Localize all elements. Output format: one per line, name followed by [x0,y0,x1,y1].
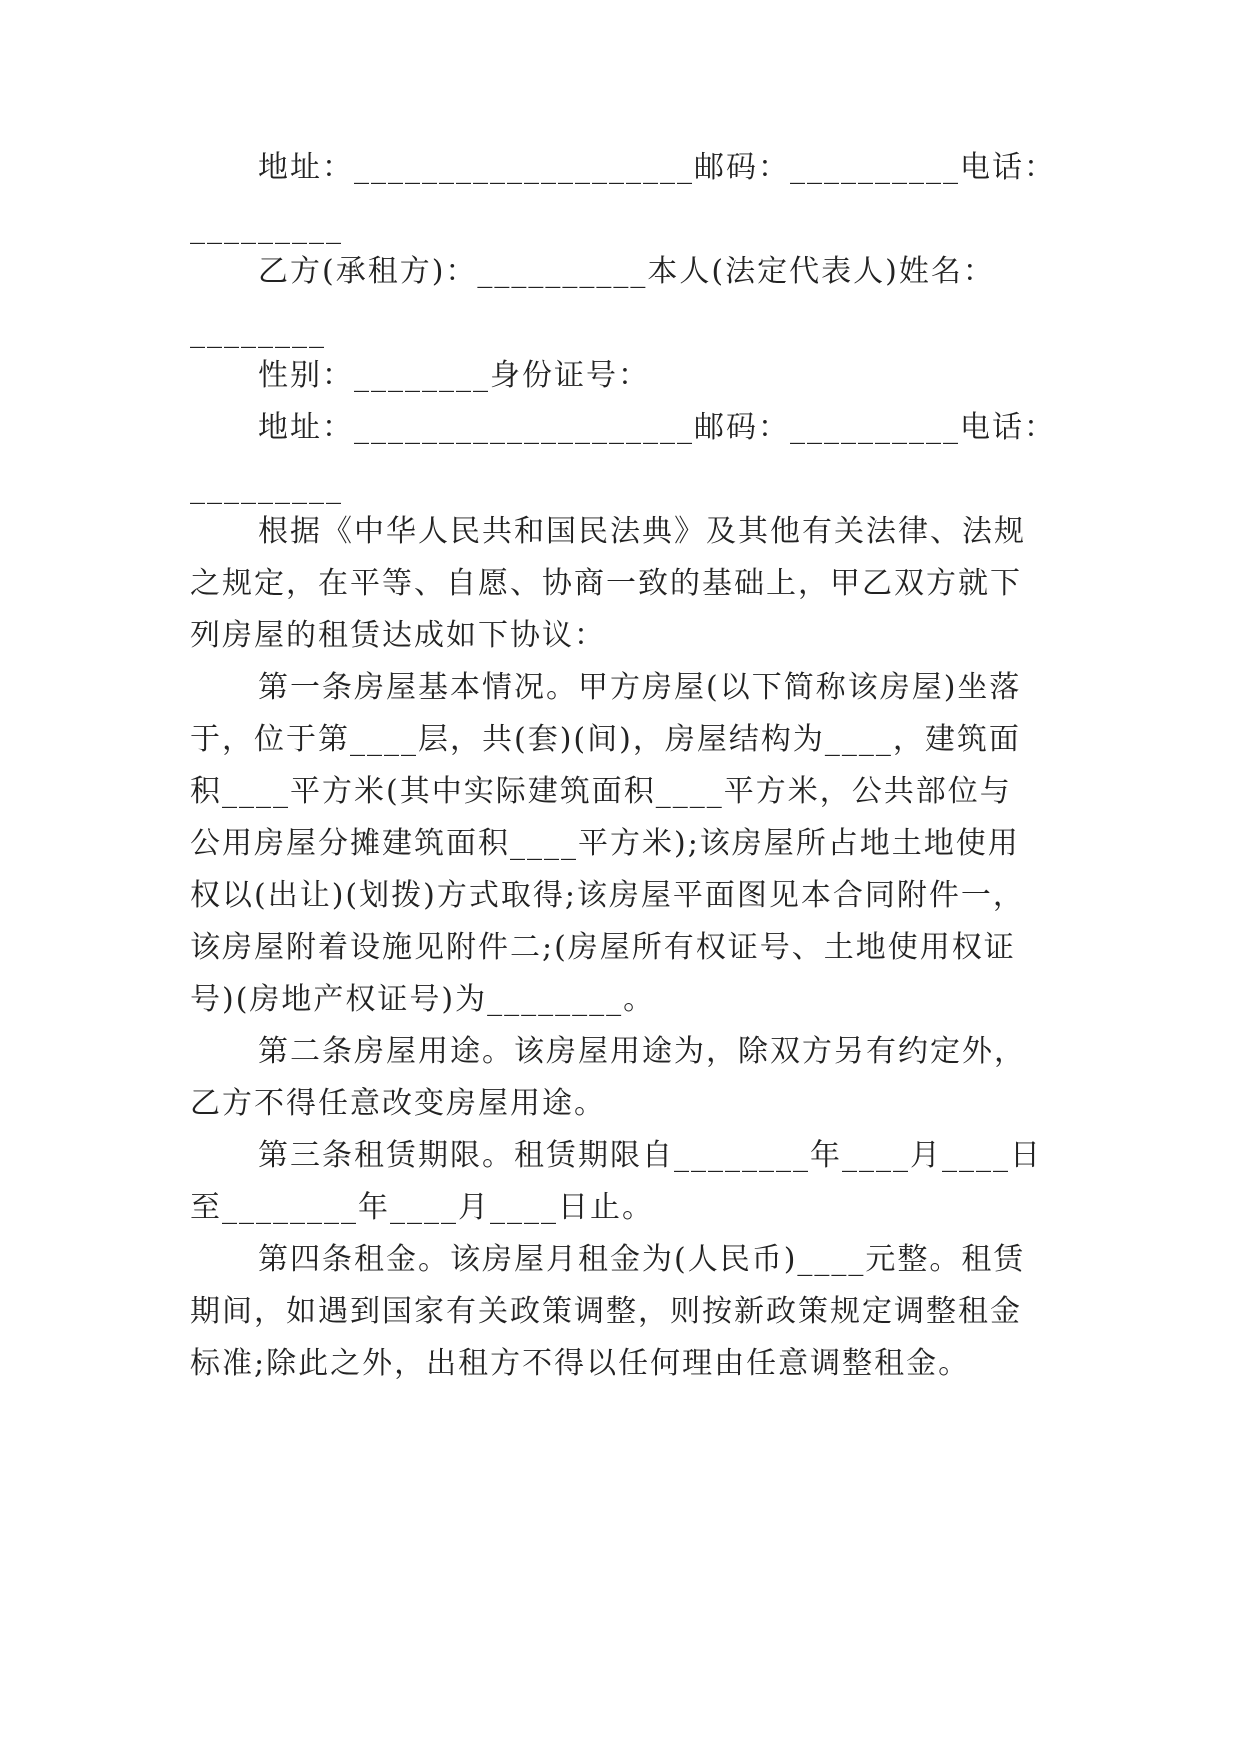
article-1-line-1: 第一条房屋基本情况。甲方房屋(以下简称该房屋)坐落 [258,670,1022,705]
party-b-name-blank: ________ [190,314,326,349]
article-4-line-1: 第四条租金。该房屋月租金为(人民币)____元整。租赁 [258,1242,1026,1277]
party-b-line: 乙方(承租方)：__________本人(法定代表人)姓名： [258,254,995,289]
article-1-line-2: 于，位于第____层，共(套)(间)，房屋结构为____，建筑面 [190,722,1021,757]
article-2-line-2: 乙方不得任意改变房屋用途。 [190,1086,606,1121]
article-3-line-2: 至________年____月____日止。 [190,1190,654,1225]
article-4-line-2: 期间，如遇到国家有关政策调整，则按新政策规定调整租金 [190,1294,1022,1329]
article-2-line-1: 第二条房屋用途。该房屋用途为，除双方另有约定外， [258,1034,1026,1069]
article-1-line-3: 积____平方米(其中实际建筑面积____平方米，公共部位与 [190,774,1012,809]
party-a-phone-blank: _________ [190,210,343,245]
article-4-line-3: 标准;除此之外，出租方不得以任何理由任意调整租金。 [190,1346,971,1381]
party-b-phone-blank: _________ [190,470,343,505]
preamble-line-1: 根据《中华人民共和国民法典》及其他有关法律、法规 [258,514,1026,549]
article-3-line-1: 第三条租赁期限。租赁期限自________年____月____日 [258,1138,1042,1173]
gender-id-line: 性别：________身份证号： [258,358,650,393]
party-a-address-line: 地址：____________________邮码：__________电话： [258,150,1056,185]
preamble-line-2: 之规定，在平等、自愿、协商一致的基础上，甲乙双方就下 [190,566,1022,601]
article-1-line-7: 号)(房地产权证号)为________。 [190,982,656,1017]
article-1-line-5: 权以(出让)(划拨)方式取得;该房屋平面图见本合同附件一， [190,878,1025,913]
article-1-line-6: 该房屋附着设施见附件二;(房屋所有权证号、土地使用权证 [190,930,1016,965]
party-b-address-line: 地址：____________________邮码：__________电话： [258,410,1056,445]
article-1-line-4: 公用房屋分摊建筑面积____平方米);该房屋所占地土地使用 [190,826,1020,861]
preamble-line-3: 列房屋的租赁达成如下协议： [190,618,606,653]
